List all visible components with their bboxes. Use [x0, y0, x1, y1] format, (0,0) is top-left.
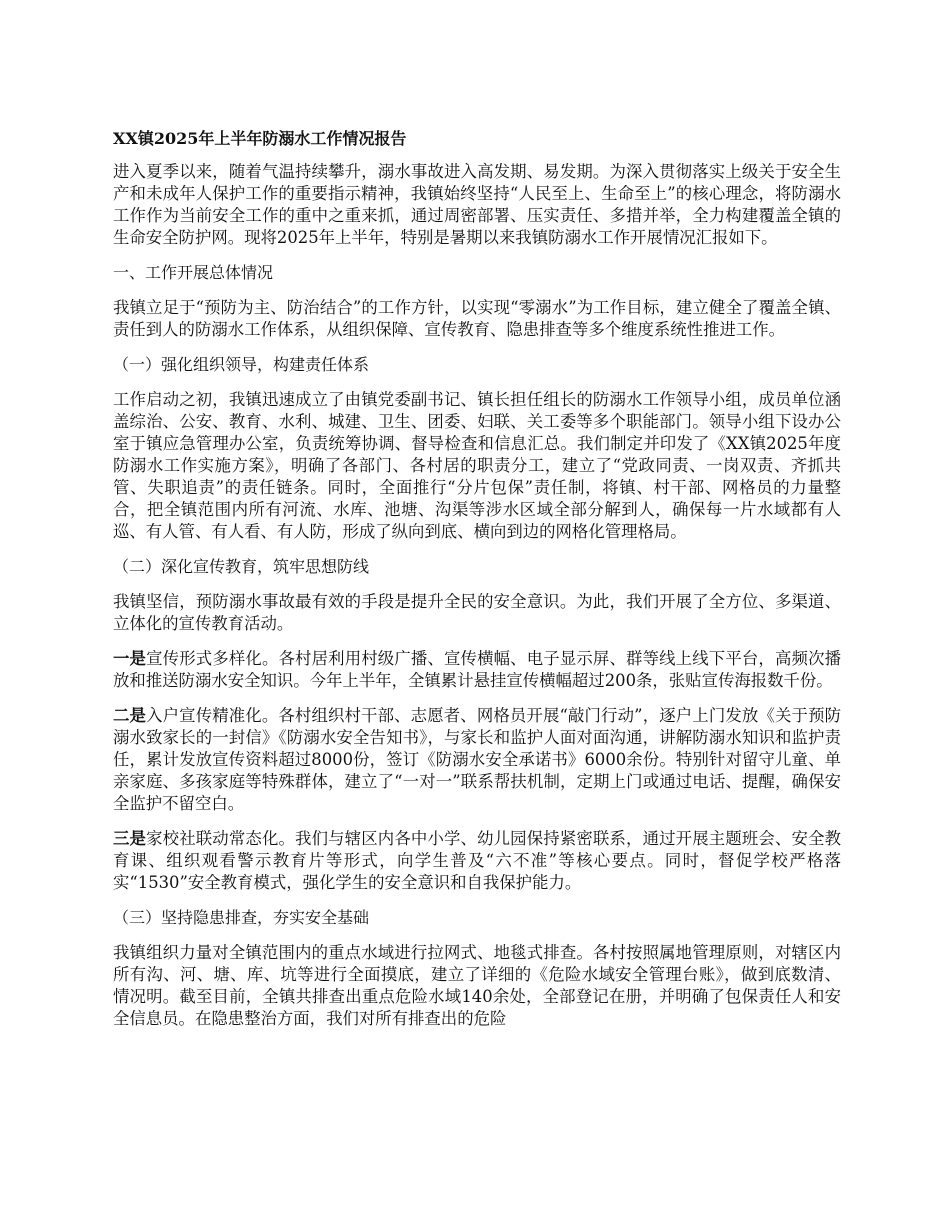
- report-page: [113, 127, 841, 1043]
- report-title: XX镇2025年上半年防溺水工作情况报告: [113, 129, 407, 148]
- item-text-3: 家校社联动常态化。我们与辖区内各中小学、幼儿园保持紧密联系，通过开展主题班会、安全教育课、组织观看警示教育片等形式，向学生普及“六不准”等核心要点。同时，督促学校严格落实“1530”安全教育模式，强化学生的安全意识和自我保护能力。: [113, 829, 842, 892]
- hazard-check-paragraph: 我镇组织力量对全镇范围内的重点水域进行拉网式、地毯式排查。各村按照属地管理原则，对辖区内所有沟、河、塘、库、坑等进行全面摸底，建立了详细的《危险水域安全管理台账》，做到底数清、情况明。截至目前，全镇共排查出重点危险水域140余处，全部登记在册，并明确了包保责任人和安全信息员。在隐患整治方面，我们对所有排查出的危险: [113, 943, 841, 1028]
- publicity-item-2: [113, 705, 841, 815]
- publicity-paragraph: 我镇坚信，预防溺水事故最有效的手段是提升全民的安全意识。为此，我们开展了全方位、多渠道、立体化的宣传教育活动。: [113, 592, 841, 633]
- subsection-heading-organization: （一）强化组织领导，构建责任体系: [113, 355, 370, 374]
- section-overall-paragraph: 我镇立足于“预防为主、防治结合”的工作方针，以实现“零溺水”为工作目标，建立健全了覆盖全镇、责任到人的防溺水工作体系，从组织保障、宣传教育、隐患排查等多个维度系统性推进工作。: [113, 298, 841, 339]
- item-text-1: 宣传形式多样化。各村居利用村级广播、宣传横幅、电子显示屏、群等线上线下平台，高频次播放和推送防溺水安全知识。今年上半年，全镇累计悬挂宣传横幅超过200条，张贴宣传海报数千份。: [113, 649, 842, 690]
- item-lead-3: 三是: [113, 829, 147, 848]
- intro-paragraph: 进入夏季以来，随着气温持续攀升，溺水事故进入高发期、易发期。为深入贯彻落实上级关于安全生产和未成年人保护工作的重要指示精神，我镇始终坚持“人民至上、生命至上”的核心理念，将防溺水工作作为当前安全工作的重中之重来抓，通过周密部署、压实责任、多措并举，全力构建覆盖全镇的生命安全防护网。现将2025年上半年，特别是暑期以来我镇防溺水工作开展情况汇报如下。: [113, 162, 841, 247]
- subsection-heading-hazard-check: （三）坚持隐患排查，夯实安全基础: [113, 908, 370, 927]
- section-heading-overall: 一、工作开展总体情况: [113, 263, 274, 282]
- publicity-item-3: [113, 828, 841, 894]
- subsection-heading-publicity: （二）深化宣传教育，筑牢思想防线: [113, 557, 370, 576]
- item-lead-2: 二是: [113, 706, 147, 725]
- publicity-item-1: [113, 648, 841, 692]
- item-lead-1: 一是: [113, 649, 147, 668]
- organization-paragraph: 工作启动之初，我镇迅速成立了由镇党委副书记、镇长担任组长的防溺水工作领导小组，成员单位涵盖综治、公安、教育、水利、城建、卫生、团委、妇联、关工委等多个职能部门。领导小组下设办公室于镇应急管理办公室，负责统筹协调、督导检查和信息汇总。我们制定并印发了《XX镇2025年度防溺水工作实施方案》，明确了各部门、各村居的职责分工，建立了“党政同责、一岗双责、齐抓共管、失职追责”的责任链条。同时，全面推行“分片包保”责任制，将镇、村干部、网格员的力量整合，把全镇范围内所有河流、水库、池塘、沟渠等涉水区域全部分解到人，确保每一片水域都有人巡、有人管、有人看、有人防，形成了纵向到底、横向到边的网格化管理格局。: [113, 390, 841, 541]
- item-text-2: 入户宣传精准化。各村组织村干部、志愿者、网格员开展“敲门行动”，逐户上门发放《关于预防溺水致家长的一封信》《防溺水安全告知书》，与家长和监护人面对面沟通，讲解防溺水知识和监护责任，累计发放宣传资料超过8000份，签订《防溺水安全承诺书》6000余份。特别针对留守儿童、单亲家庭、多孩家庭等特殊群体，建立了“一对一”联系帮扶机制，定期上门或通过电话、提醒，确保安全监护不留空白。: [113, 706, 841, 813]
